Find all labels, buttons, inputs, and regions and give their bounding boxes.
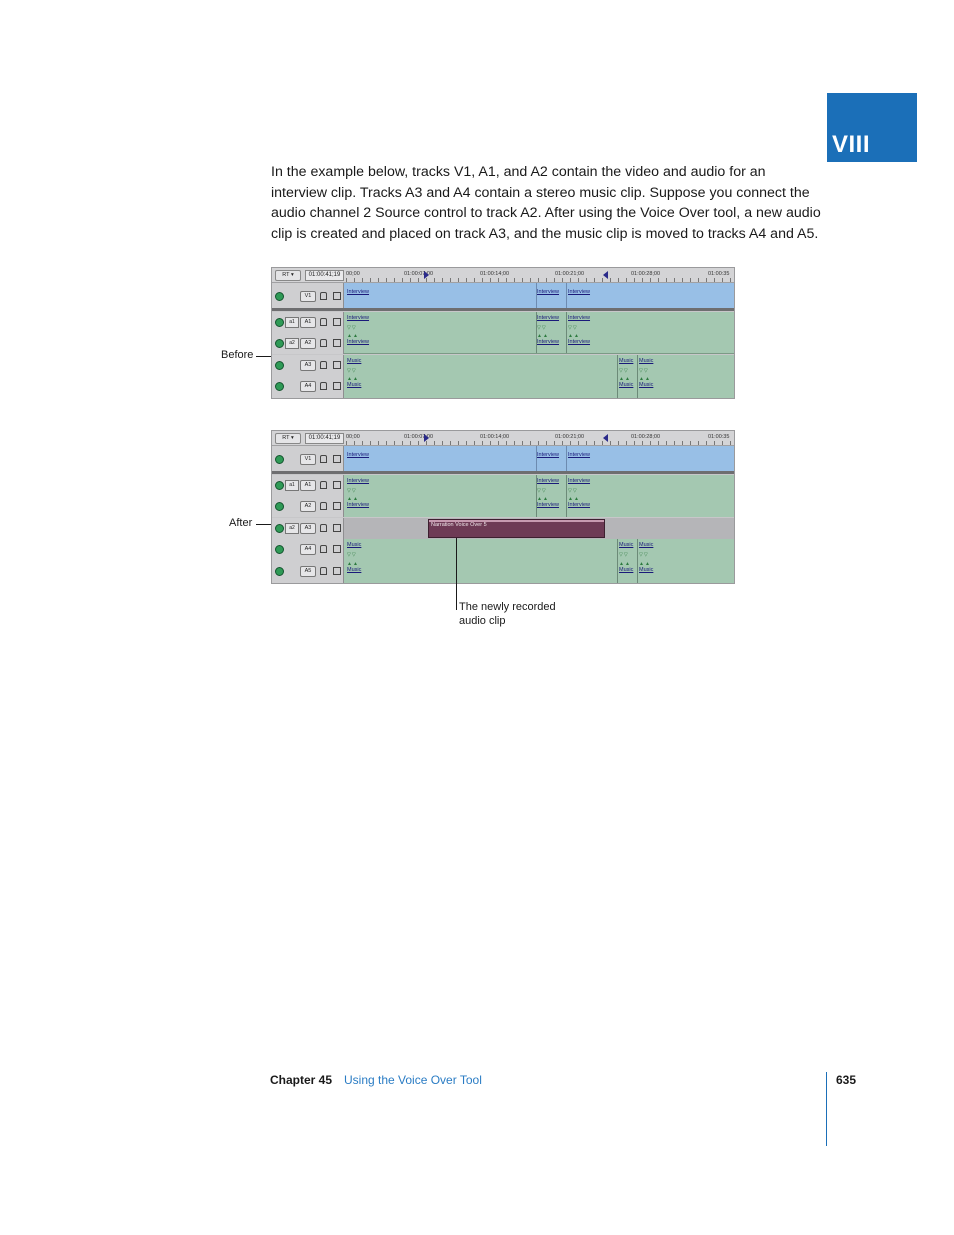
- stereo-link-icon: ▲▲: [347, 496, 359, 502]
- audio-track-area[interactable]: [344, 376, 734, 398]
- clip-name: Music: [347, 542, 362, 548]
- clip-name: Music: [619, 358, 634, 364]
- clip-name: Interview: [568, 478, 591, 484]
- track-visibility-icon[interactable]: [275, 545, 284, 554]
- stereo-link-icon: ▽▽: [347, 552, 357, 558]
- clip-boundary: [637, 539, 638, 561]
- clip-name: Narration Voice Over 5: [431, 522, 487, 528]
- before-leader: [256, 356, 271, 357]
- track-visibility-icon[interactable]: [275, 567, 284, 576]
- destination-control[interactable]: A4: [300, 544, 316, 555]
- clip-boundary: [617, 355, 618, 376]
- clip-name: Interview: [537, 339, 560, 345]
- stereo-link-icon: ▽▽: [347, 488, 357, 494]
- auto-select-icon[interactable]: [333, 318, 341, 326]
- ruler-ticks: [346, 441, 734, 445]
- ruler-label: 01:00:07;00: [404, 271, 434, 277]
- clip-name: Interview: [568, 315, 591, 321]
- destination-control[interactable]: A4: [300, 381, 316, 392]
- stereo-link-icon: ▲▲: [537, 333, 549, 339]
- stereo-link-icon: ▽▽: [347, 325, 357, 331]
- track-a3: [272, 518, 734, 539]
- track-header: [272, 376, 344, 398]
- track-visibility-icon[interactable]: [275, 292, 284, 301]
- clip-boundary: [637, 355, 638, 376]
- footer-chapter-title[interactable]: Using the Voice Over Tool: [344, 1073, 482, 1087]
- lock-icon[interactable]: [320, 318, 327, 326]
- track-a3: [272, 355, 734, 376]
- ruler-label: 00;00: [346, 434, 360, 440]
- clip-name: Interview: [568, 289, 591, 295]
- source-control[interactable]: a1: [285, 317, 299, 328]
- footer-divider: [826, 1072, 827, 1146]
- lock-icon[interactable]: [320, 382, 327, 390]
- track-a2: [272, 496, 734, 517]
- clip-name: Interview: [537, 478, 560, 484]
- clip-name: Interview: [568, 502, 591, 508]
- auto-select-icon[interactable]: [333, 455, 341, 463]
- clip-name: Music: [619, 542, 634, 548]
- video-audio-separator: [272, 471, 734, 474]
- after-leader: [256, 524, 271, 525]
- ruler-label: 01:00:35: [708, 434, 730, 440]
- track-a4: [272, 539, 734, 561]
- part-tab-label: VIII: [832, 131, 871, 158]
- destination-control[interactable]: A2: [300, 338, 316, 349]
- audio-track-area[interactable]: [344, 475, 734, 496]
- track-a4: [272, 376, 734, 398]
- out-point-marker-icon[interactable]: [603, 271, 608, 279]
- in-point-marker-icon[interactable]: [424, 271, 429, 279]
- lock-icon[interactable]: [320, 292, 327, 300]
- video-audio-separator: [272, 308, 734, 311]
- audio-track-area[interactable]: [344, 561, 734, 583]
- stereo-link-icon: ▽▽: [537, 325, 547, 331]
- stereo-link-icon: ▲▲: [537, 496, 549, 502]
- source-control[interactable]: a2: [285, 338, 299, 349]
- auto-select-icon[interactable]: [333, 481, 341, 489]
- clip-name: Music: [347, 382, 362, 388]
- video-track-area[interactable]: [344, 283, 734, 308]
- clip-boundary: [566, 496, 567, 517]
- track-divider: [344, 353, 734, 354]
- auto-select-icon[interactable]: [333, 502, 341, 510]
- audio-track-area[interactable]: [344, 539, 734, 561]
- clip-name: Music: [639, 382, 654, 388]
- track-visibility-icon[interactable]: [275, 339, 284, 348]
- ruler-label: 01:00:14;00: [480, 271, 510, 277]
- track-visibility-icon[interactable]: [275, 382, 284, 391]
- ruler-label: 01:00:21;00: [555, 434, 585, 440]
- clip-name: Music: [639, 567, 654, 573]
- rt-popup-button[interactable]: RT ▾: [275, 270, 301, 281]
- rt-popup-button[interactable]: RT ▾: [275, 433, 301, 444]
- destination-control[interactable]: A2: [300, 501, 316, 512]
- ruler-ticks: [346, 278, 734, 282]
- track-v1: [272, 283, 734, 308]
- clip-boundary: [617, 376, 618, 398]
- lock-icon[interactable]: [320, 545, 327, 553]
- auto-select-icon[interactable]: [333, 545, 341, 553]
- track-a1: [272, 475, 734, 496]
- clip-boundary: [637, 376, 638, 398]
- clip-name: Interview: [347, 502, 370, 508]
- auto-select-icon[interactable]: [333, 382, 341, 390]
- footer-chapter: Chapter 45: [270, 1073, 333, 1087]
- stereo-link-icon: ▲▲: [347, 333, 359, 339]
- clip-name: Interview: [537, 452, 560, 458]
- destination-control[interactable]: A1: [300, 480, 316, 491]
- timeline-ruler: [272, 431, 734, 446]
- stereo-link-icon: ▽▽: [639, 552, 649, 558]
- clip-name: Interview: [347, 315, 370, 321]
- track-visibility-icon[interactable]: [275, 455, 284, 464]
- track-v1: [272, 446, 734, 471]
- track-header: [272, 539, 344, 561]
- timeline-after: [271, 430, 735, 584]
- destination-control[interactable]: V1: [300, 454, 316, 465]
- clip-name: Interview: [347, 478, 370, 484]
- auto-select-icon[interactable]: [333, 524, 341, 532]
- clip-name: Interview: [347, 452, 370, 458]
- clip-name: Interview: [537, 502, 560, 508]
- video-track-area[interactable]: [344, 446, 734, 471]
- clip-name: Music: [619, 382, 634, 388]
- destination-control[interactable]: V1: [300, 291, 316, 302]
- track-header: [272, 333, 344, 354]
- destination-control[interactable]: A5: [300, 566, 316, 577]
- ruler-label: 01:00:14;00: [480, 434, 510, 440]
- clip-name: Music: [639, 358, 654, 364]
- track-header: [272, 496, 344, 517]
- before-label: Before: [221, 349, 254, 361]
- callout-line-1: The newly recorded: [459, 601, 556, 613]
- auto-select-icon[interactable]: [333, 292, 341, 300]
- in-point-marker-icon[interactable]: [424, 434, 429, 442]
- ruler-label: 01:00:21;00: [555, 271, 585, 277]
- clip-boundary: [566, 475, 567, 496]
- clip-boundary: [536, 446, 537, 471]
- timecode-field[interactable]: 01:00:41;19: [305, 433, 344, 444]
- track-header: [272, 475, 344, 496]
- stereo-link-icon: ▲▲: [619, 376, 631, 382]
- clip-name: Music: [619, 567, 634, 573]
- callout-line-2: audio clip: [459, 615, 506, 627]
- stereo-link-icon: ▽▽: [568, 325, 578, 331]
- clip-boundary: [637, 561, 638, 583]
- track-visibility-icon[interactable]: [275, 502, 284, 511]
- clip-boundary: [536, 283, 537, 308]
- ruler-label: 00;00: [346, 271, 360, 277]
- ruler-label: 01:00:35: [708, 271, 730, 277]
- track-a1: [272, 312, 734, 333]
- ruler-label: 01:00:28;00: [631, 434, 661, 440]
- track-visibility-icon[interactable]: [275, 481, 284, 490]
- lock-icon[interactable]: [320, 339, 327, 347]
- track-header: [272, 561, 344, 583]
- lock-icon[interactable]: [320, 567, 327, 575]
- clip-boundary: [566, 333, 567, 354]
- clip-boundary: [617, 539, 618, 561]
- clip-name: Music: [347, 358, 362, 364]
- stereo-link-icon: ▽▽: [619, 552, 629, 558]
- page-number: 635: [836, 1073, 857, 1087]
- stereo-link-icon: ▲▲: [347, 561, 359, 567]
- clip-name: Music: [639, 542, 654, 548]
- lock-icon[interactable]: [320, 361, 327, 369]
- stereo-link-icon: ▲▲: [619, 561, 631, 567]
- ruler-label: 01:00:28;00: [631, 271, 661, 277]
- auto-select-icon[interactable]: [333, 339, 341, 347]
- lock-icon[interactable]: [320, 455, 327, 463]
- out-point-marker-icon[interactable]: [603, 434, 608, 442]
- stereo-link-icon: ▽▽: [619, 368, 629, 374]
- stereo-link-icon: ▲▲: [568, 496, 580, 502]
- auto-select-icon[interactable]: [333, 567, 341, 575]
- track-header: [272, 312, 344, 333]
- track-header: [272, 355, 344, 376]
- track-header: [272, 446, 344, 471]
- audio-track-area[interactable]: [344, 333, 734, 354]
- audio-track-area[interactable]: [344, 518, 734, 539]
- track-visibility-icon[interactable]: [275, 361, 284, 370]
- clip-boundary: [566, 446, 567, 471]
- clip-name: Interview: [347, 289, 370, 295]
- callout-text: [459, 600, 556, 628]
- track-visibility-icon[interactable]: [275, 524, 284, 533]
- clip-name: Interview: [568, 339, 591, 345]
- timeline-before: [271, 267, 735, 399]
- clip-name: Music: [347, 567, 362, 573]
- callout-leader: [456, 538, 457, 610]
- stereo-link-icon: ▲▲: [568, 333, 580, 339]
- stereo-link-icon: ▽▽: [537, 488, 547, 494]
- timeline-ruler: [272, 268, 734, 283]
- track-visibility-icon[interactable]: [275, 318, 284, 327]
- clip-name: Interview: [347, 339, 370, 345]
- clip-name: Interview: [537, 289, 560, 295]
- destination-control[interactable]: A3: [300, 523, 316, 534]
- timecode-field[interactable]: 01:00:41;19: [305, 270, 344, 281]
- lock-icon[interactable]: [320, 524, 327, 532]
- track-a2: [272, 333, 734, 354]
- stereo-link-icon: ▲▲: [639, 561, 651, 567]
- auto-select-icon[interactable]: [333, 361, 341, 369]
- clip-boundary: [566, 283, 567, 308]
- source-control[interactable]: a2: [285, 523, 299, 534]
- clip-boundary: [566, 312, 567, 333]
- stereo-link-icon: ▲▲: [347, 376, 359, 382]
- source-control[interactable]: a1: [285, 480, 299, 491]
- track-header: [272, 283, 344, 308]
- clip-name: Interview: [568, 452, 591, 458]
- narration-clip[interactable]: [428, 519, 605, 538]
- audio-track-area[interactable]: [344, 312, 734, 333]
- destination-control[interactable]: A3: [300, 360, 316, 371]
- stereo-link-icon: ▽▽: [639, 368, 649, 374]
- destination-control[interactable]: A1: [300, 317, 316, 328]
- audio-track-area[interactable]: [344, 355, 734, 376]
- clip-name: Interview: [537, 315, 560, 321]
- ruler-label: 01:00:07;00: [404, 434, 434, 440]
- part-tab: [827, 93, 917, 162]
- stereo-link-icon: ▽▽: [347, 368, 357, 374]
- clip-boundary: [617, 561, 618, 583]
- stereo-link-icon: ▽▽: [568, 488, 578, 494]
- lock-icon[interactable]: [320, 481, 327, 489]
- stereo-link-icon: ▲▲: [639, 376, 651, 382]
- after-label: After: [229, 517, 253, 529]
- track-a5: [272, 561, 734, 583]
- audio-track-area[interactable]: [344, 496, 734, 517]
- lock-icon[interactable]: [320, 502, 327, 510]
- body-paragraph: In the example below, tracks V1, A1, and A2 contain the video and audio for an interview clip. Tracks A3 and A4 contain a stereo music clip. Suppose you connect the audio channel 2 Source control to track A2. After using the Voice Over tool, a new audio clip is created and placed on track A3, and the music clip is moved to tracks A4 and A5.: [271, 164, 821, 242]
- track-header: [272, 518, 344, 539]
